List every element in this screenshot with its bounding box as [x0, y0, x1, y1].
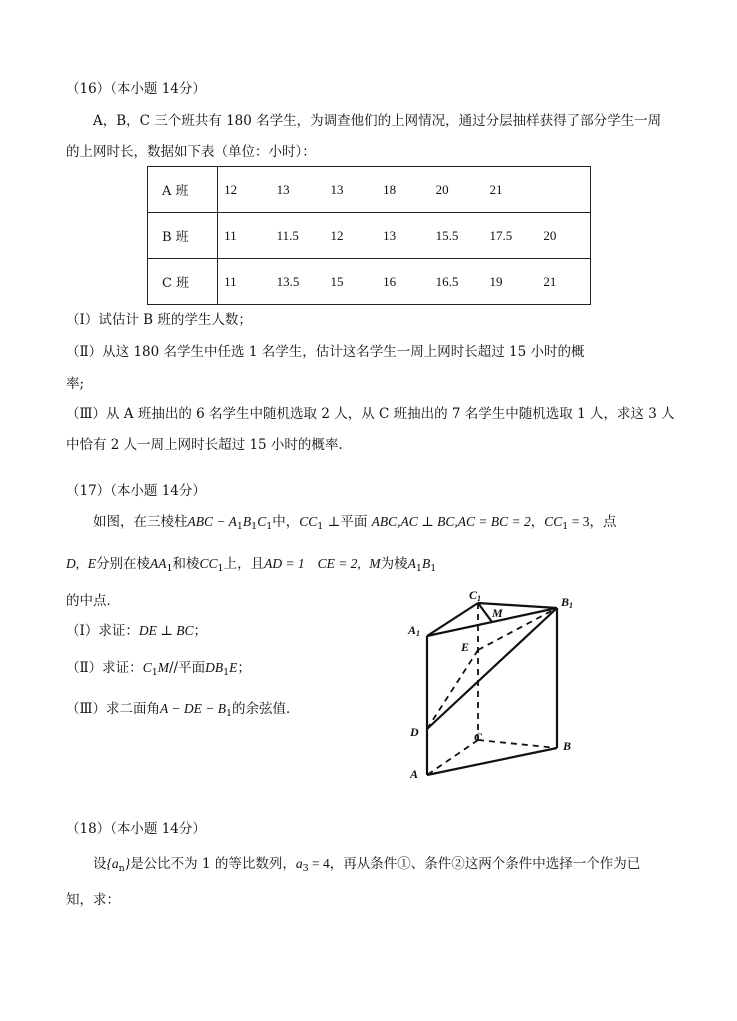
math: ABC − A — [187, 514, 237, 529]
q17-part1 — [66, 622, 207, 640]
math: = 3 — [568, 514, 590, 529]
text: //平面 — [169, 660, 206, 676]
text: 和棱 — [172, 556, 200, 572]
q16-part3-line2: 中恰有 2 人一周上网时长超过 15 小时的概率. — [66, 437, 343, 453]
text: ⊥平面 — [323, 514, 372, 530]
table-cell: 11 — [218, 213, 271, 259]
label-a: A — [410, 767, 419, 781]
table-cell: 11.5 — [271, 213, 325, 259]
q16-part1: （Ⅰ）试估计 B 班的学生人数； — [66, 312, 252, 328]
q16-intro-line2: 的上网时长，数据如下表（单位：小时）： — [66, 144, 316, 160]
math: B — [242, 514, 252, 529]
math: A — [407, 556, 416, 571]
text: 分别在棱 — [95, 556, 150, 572]
math: CC — [199, 556, 218, 571]
q17-part3 — [66, 700, 300, 718]
segment-c1m — [478, 603, 492, 622]
subscript: 1 — [317, 521, 324, 532]
math: CC — [544, 514, 563, 529]
subscript: 1 — [236, 521, 243, 532]
text: （Ⅰ）求证： — [66, 623, 139, 639]
label-letter: A — [408, 623, 417, 637]
text: 为棱 — [380, 556, 408, 572]
text: 的余弦值． — [232, 701, 300, 717]
q18-line2: 知，求： — [66, 892, 120, 908]
label-sub: 1 — [569, 601, 574, 610]
math: M — [369, 556, 381, 571]
table-cell: 19 — [484, 259, 538, 305]
table-cell: 16 — [377, 259, 430, 305]
data-table — [147, 166, 591, 305]
text: ； — [193, 623, 208, 639]
text: 上，且 — [223, 556, 265, 572]
table-cell: 20 — [537, 213, 590, 259]
text: ，再从条件①、条件②这两个条件中选择一个作为已 — [329, 856, 641, 872]
table-cell: 13 — [330, 181, 344, 197]
math: {a — [106, 856, 119, 871]
text: 中， — [272, 514, 300, 530]
math: a — [295, 856, 303, 871]
table-cell: 20 — [435, 181, 449, 197]
q17-line1 — [93, 513, 616, 531]
math: B — [421, 556, 431, 571]
math: CC — [299, 514, 318, 529]
math: DB — [205, 660, 224, 675]
q17-line3: 的中点． — [66, 593, 120, 609]
subscript: 1 — [217, 563, 224, 574]
q16-part2-line2: 率; — [66, 376, 85, 392]
text: （Ⅲ）求二面角 — [66, 701, 161, 717]
table-cell: 17.5 — [484, 213, 538, 259]
table-cell: 12 — [224, 181, 238, 197]
math: C — [142, 660, 152, 675]
math: D, — [66, 556, 80, 571]
label-c: C — [474, 730, 483, 744]
table-cell: 15 — [325, 259, 378, 305]
subscript: 1 — [430, 563, 437, 574]
q16-part2-line1: （Ⅱ）从这 180 名学生中任选 1 名学生，估计这名学生一周上网时长超过 15 小时的概 — [66, 344, 585, 360]
math: CE = 2, — [317, 556, 361, 571]
math: = 4 — [308, 856, 330, 871]
subscript: 1 — [166, 563, 173, 574]
label-d: D — [410, 725, 419, 739]
table-row-c — [148, 259, 591, 305]
table-row-b — [148, 213, 591, 259]
table-cell: 16.5 — [430, 259, 484, 305]
prism-figure — [405, 585, 590, 785]
text: ； — [237, 660, 251, 676]
table-row-a — [148, 167, 591, 213]
subscript: 3 — [302, 863, 309, 874]
edge-c1b1 — [478, 603, 557, 608]
label-a1 — [407, 623, 420, 638]
math: E — [229, 660, 238, 675]
label-e: E — [461, 640, 470, 654]
text: （Ⅱ）求证： — [66, 660, 143, 676]
table-cell: 15.5 — [430, 213, 484, 259]
subscript: 1 — [415, 563, 422, 574]
q16-header: （16）（本小题 14分） — [66, 81, 206, 97]
class-label: B 班 — [148, 213, 218, 259]
math: E — [87, 556, 96, 571]
q17-line2 — [66, 555, 436, 573]
math: M — [157, 660, 169, 675]
text: ， — [530, 514, 545, 530]
label-sub: 1 — [416, 629, 421, 638]
subscript: 1 — [251, 521, 258, 532]
math: } — [124, 856, 131, 871]
subscript: n — [118, 863, 125, 874]
edge-db1 — [427, 608, 557, 729]
q17-part2 — [66, 659, 251, 677]
edge-cb-hidden — [478, 740, 557, 748]
q17-header: （17）（本小题 14分） — [66, 483, 206, 499]
table-cell: 21 — [489, 181, 503, 197]
text: 是公比不为 1 的等比数列， — [130, 856, 296, 872]
table-cell: 21 — [537, 259, 590, 305]
subscript: 1 — [226, 708, 233, 719]
math: C — [257, 514, 267, 529]
q18-line1 — [93, 855, 640, 873]
text: ，点 — [589, 514, 617, 530]
subscript: 1 — [562, 521, 569, 532]
math: AA — [149, 556, 167, 571]
math: ABC,AC ⊥ BC,AC = BC = 2 — [371, 514, 531, 529]
table-cell: 13 — [276, 181, 290, 197]
table-cell: 13.5 — [271, 259, 325, 305]
text: 如图，在三棱柱 — [93, 514, 188, 530]
subscript: 1 — [266, 521, 273, 532]
label-letter: B — [561, 595, 570, 609]
table-cell: 13 — [377, 213, 430, 259]
label-b1 — [560, 595, 573, 610]
subscript: 1 — [223, 667, 230, 678]
table-cell: 18 — [383, 181, 397, 197]
label-m: M — [492, 606, 503, 620]
math: DE ⊥ BC — [138, 623, 194, 638]
table-cell: 12 — [325, 213, 378, 259]
q16-intro-line1: A，B，C 三个班共有 180 名学生，为调查他们的上网情况，通过分层抽样获得了部分学生一周 — [93, 113, 662, 129]
subscript: 1 — [151, 667, 158, 678]
math: A − DE − B — [160, 701, 226, 716]
table-cell — [537, 167, 590, 213]
q16-part3-line1: （Ⅲ）从 A 班抽出的 6 名学生中随机选取 2 人，从 C 班抽出的 7 名学生中随机选取 1 人，求这 3 人 — [66, 406, 675, 422]
table-cell: 11 — [218, 259, 271, 305]
q18-header: （18）（本小题 14分） — [66, 821, 206, 837]
label-b: B — [563, 739, 572, 753]
label-c1 — [469, 588, 481, 603]
class-label: C 班 — [148, 259, 218, 305]
label-sub: 1 — [477, 594, 482, 603]
class-label: A 班 — [148, 167, 218, 213]
text: 设 — [93, 856, 107, 872]
label-letter: C — [469, 588, 478, 602]
math: AD = 1 — [264, 556, 305, 571]
